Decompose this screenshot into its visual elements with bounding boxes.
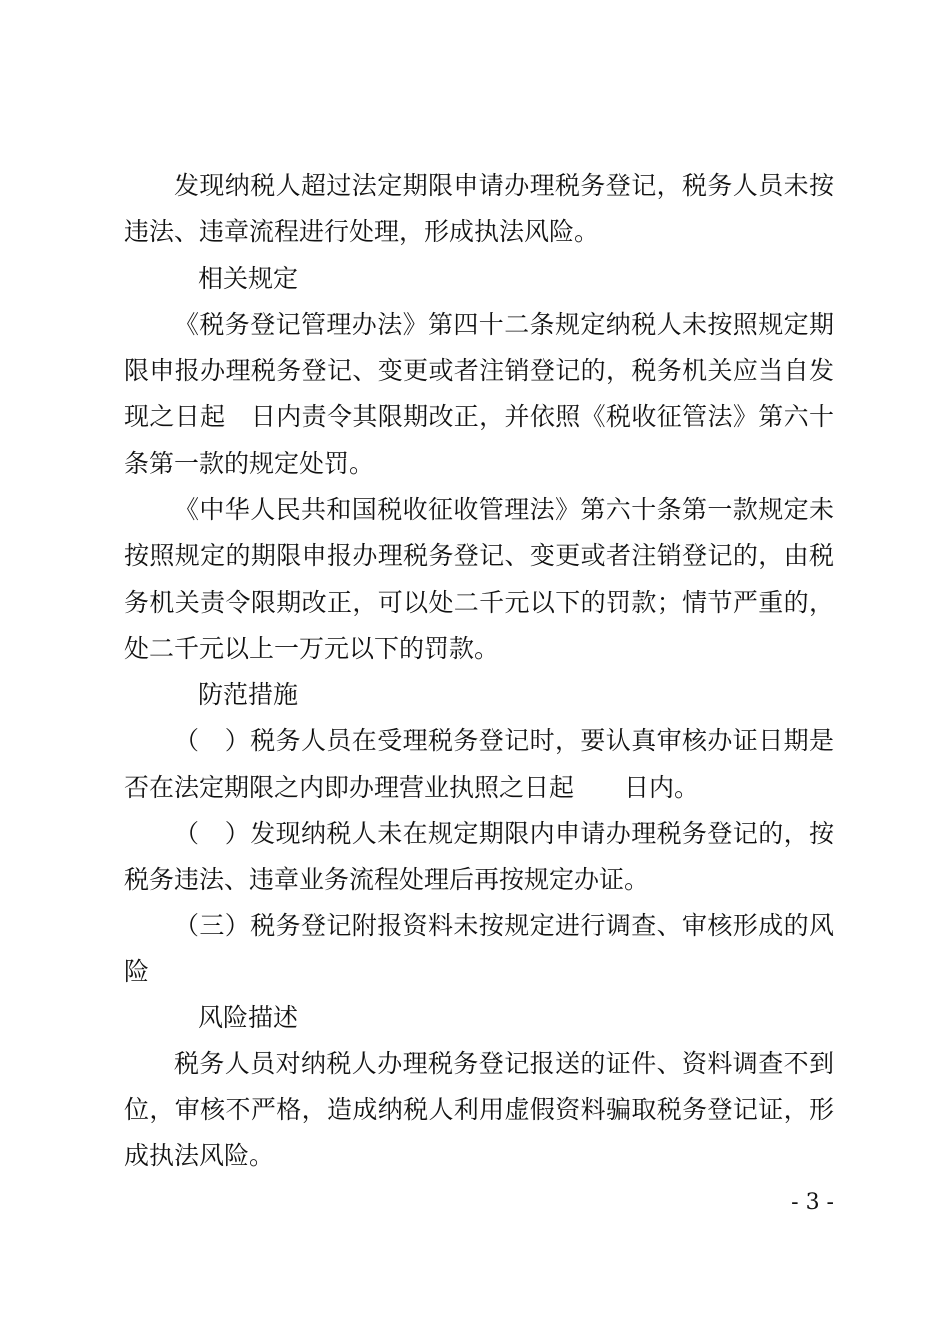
paragraph-line: 发现纳税人超过法定期限申请办理税务登记，税务人员未按 (174, 171, 834, 200)
paragraph-line: 违法、违章流程进行处理，形成执法风险。 (124, 217, 600, 246)
paragraph-line: 处二千元以上一万元以下的罚款。 (124, 634, 500, 663)
paragraph-line: （ ）发现纳税人未在规定期限内申请办理税务登记的，按 (174, 819, 834, 848)
paragraph-line: 《税务登记管理办法》第四十二条规定纳税人未按照规定期 (174, 310, 834, 339)
subsection-heading: （三）税务登记附报资料未按规定进行调查、审核形成的风 (174, 911, 834, 940)
paragraph-line: 限申报办理税务登记、变更或者注销登记的，税务机关应当自发 (124, 356, 834, 385)
subsection-heading: 险 (124, 957, 150, 986)
paragraph-line: 位，审核不严格，造成纳税人利用虚假资料骗取税务登记证，形 (124, 1095, 834, 1124)
paragraph-line: 税务违法、违章业务流程处理后再按规定办证。 (124, 865, 650, 894)
paragraph-line: 否在法定期限之内即办理营业执照之日起 日内。 (124, 773, 700, 802)
section-heading: 防范措施 (198, 680, 299, 709)
paragraph-line: 现之日起 日内责令其限期改正，并依照《税收征管法》第六十 (124, 402, 834, 431)
paragraph-line: 条第一款的规定处罚。 (124, 449, 375, 478)
paragraph-line: 务机关责令限期改正，可以处二千元以下的罚款；情节严重的， (124, 588, 834, 617)
paragraph-line: 按照规定的期限申报办理税务登记、变更或者注销登记的，由税 (124, 541, 834, 570)
paragraph-line: （ ）税务人员在受理税务登记时，要认真审核办证日期是 (174, 726, 834, 755)
paragraph-line: 税务人员对纳税人办理税务登记报送的证件、资料调查不到 (174, 1049, 834, 1078)
paragraph-line: 《中华人民共和国税收征收管理法》第六十条第一款规定未 (174, 495, 834, 524)
section-heading: 风险描述 (198, 1003, 299, 1032)
paragraph-line: 成执法风险。 (124, 1141, 275, 1170)
page-number: - 3 - (791, 1190, 834, 1215)
section-heading: 相关规定 (198, 264, 299, 293)
